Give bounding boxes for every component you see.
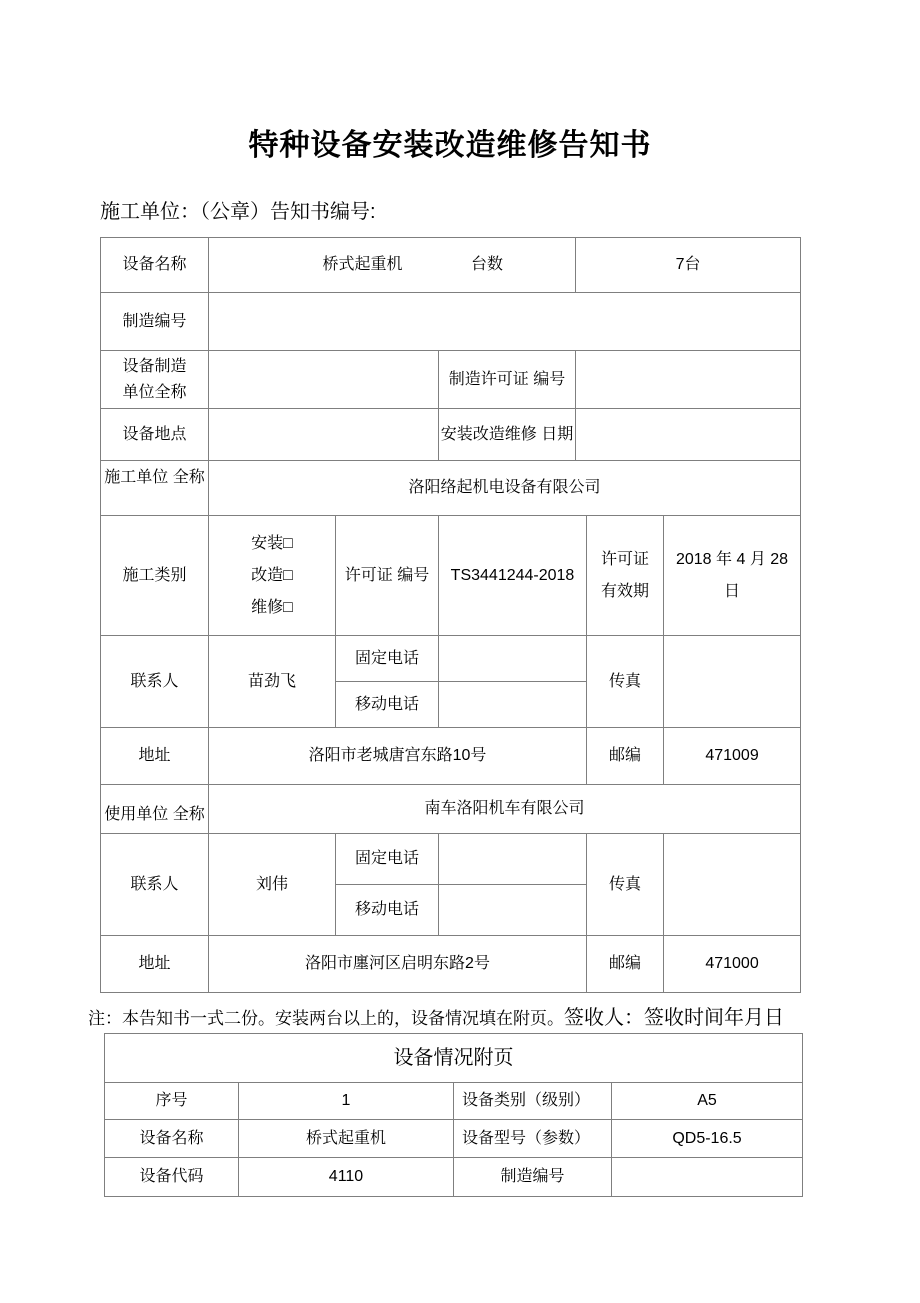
construction-unit-label: 施工单位 全称 (101, 461, 209, 516)
row-manufacturer (101, 351, 801, 409)
equipment-appendix-table (104, 1033, 803, 1197)
work-date-label: 安装改造维修 日期 (439, 409, 576, 461)
construction-unit-seal-line: 施工单位：（公章）告知书编号: (100, 201, 376, 223)
contact1-mobile-phone-value (439, 682, 587, 728)
manufacturer-label-line2: 单位全称 (122, 383, 187, 401)
manufacturer-value (209, 351, 439, 409)
appendix-title: 设备情况附页 (105, 1034, 803, 1083)
row-device-name (101, 238, 801, 293)
construction-type-options (209, 516, 336, 636)
contact2-mobile-phone-label: 移动电话 (336, 885, 439, 936)
device-model-value: QD5-16.5 (612, 1120, 803, 1158)
device-name-label: 设备名称 (101, 238, 209, 293)
appendix-manufacture-no-value (612, 1158, 803, 1197)
license-validity-label (587, 516, 664, 636)
license-validity-label-line2: 有效期 (601, 582, 650, 600)
user-unit-value: 南车洛阳机车有限公司 (209, 785, 801, 834)
device-name-value: 桥式起重机 (322, 256, 403, 274)
appendix-row-device (105, 1120, 803, 1158)
appendix-device-name-label: 设备名称 (105, 1120, 239, 1158)
contact2-name: 刘伟 (209, 834, 336, 936)
row-contact-user-top (101, 834, 801, 885)
manufacture-permit-value (576, 351, 801, 409)
device-name-combo (209, 252, 575, 278)
footnote-text: 注：本告知书一式二份。安装两台以上的，设备情况填在附页。 (88, 1009, 564, 1028)
unit-count-label: 台数 (471, 256, 504, 274)
sign-receiver-text: 签收人：签收时间年月日 (564, 1007, 784, 1029)
address2-label: 地址 (101, 936, 209, 993)
contact2-fixed-phone-label: 固定电话 (336, 834, 439, 885)
serial-no-value: 1 (239, 1083, 454, 1120)
device-name-value-cell (209, 238, 576, 293)
zip1-label: 邮编 (587, 728, 664, 785)
contact1-label: 联系人 (101, 636, 209, 728)
contact1-fixed-phone-label: 固定电话 (336, 636, 439, 682)
contact1-fax-value (664, 636, 801, 728)
device-location-value (209, 409, 439, 461)
manufacture-no-label: 制造编号 (101, 293, 209, 351)
contact2-fax-value (664, 834, 801, 936)
contact2-label: 联系人 (101, 834, 209, 936)
license-no-value: TS3441244-2018 (439, 516, 587, 636)
row-construction-unit (101, 461, 801, 516)
option-repair-checkbox: 维修□ (251, 598, 293, 616)
unit-count-value: 7台 (576, 238, 801, 293)
manufacturer-label-line1: 设备制造 (122, 357, 187, 375)
license-validity-date-line1: 2018 年 4 月 28 (675, 550, 789, 568)
manufacture-permit-label: 制造许可证 编号 (439, 351, 576, 409)
contact1-mobile-phone-label: 移动电话 (336, 682, 439, 728)
contact1-name: 苗劲飞 (209, 636, 336, 728)
contact2-fax-label: 传真 (587, 834, 664, 936)
option-modify-checkbox: 改造□ (251, 566, 293, 584)
license-validity-date-line2: 日 (724, 582, 741, 600)
device-code-value: 4110 (239, 1158, 454, 1197)
address1-label: 地址 (101, 728, 209, 785)
contact1-fixed-phone-value (439, 636, 587, 682)
device-model-label: 设备型号（参数） (454, 1120, 612, 1158)
contact1-fax-label: 传真 (587, 636, 664, 728)
footnote (88, 1003, 828, 1033)
construction-type-label: 施工类别 (101, 516, 209, 636)
row-contact-constructor-top (101, 636, 801, 682)
row-construction-type (101, 516, 801, 636)
address1-value: 洛阳市老城唐宫东路10号 (209, 728, 587, 785)
user-unit-label: 使用单位 全称 (101, 785, 209, 834)
option-install-checkbox: 安装□ (251, 534, 293, 552)
license-no-label: 许可证 编号 (336, 516, 439, 636)
row-manufacture-no (101, 293, 801, 351)
notification-main-table (100, 237, 801, 993)
page-title: 特种设备安装改造维修告知书 (248, 129, 652, 162)
address2-value: 洛阳市廛河区启明东路2号 (209, 936, 587, 993)
device-category-label: 设备类别（级别） (454, 1083, 612, 1120)
contact2-fixed-phone-value (439, 834, 587, 885)
device-location-label: 设备地点 (101, 409, 209, 461)
construction-unit-value: 洛阳络起机电设备有限公司 (209, 461, 801, 516)
row-device-location (101, 409, 801, 461)
serial-no-label: 序号 (105, 1083, 239, 1120)
row-address-constructor (101, 728, 801, 785)
work-date-value (576, 409, 801, 461)
contact2-mobile-phone-value (439, 885, 587, 936)
appendix-device-name-value: 桥式起重机 (239, 1120, 454, 1158)
appendix-row-serial (105, 1083, 803, 1120)
zip1-value: 471009 (664, 728, 801, 785)
row-user-unit (101, 785, 801, 834)
manufacturer-label (101, 351, 209, 409)
zip2-label: 邮编 (587, 936, 664, 993)
appendix-manufacture-no-label: 制造编号 (454, 1158, 612, 1197)
zip2-value: 471000 (664, 936, 801, 993)
manufacture-no-value (209, 293, 801, 351)
appendix-header-row (105, 1034, 803, 1083)
appendix-row-code (105, 1158, 803, 1197)
device-code-label: 设备代码 (105, 1158, 239, 1197)
license-validity-value (664, 516, 801, 636)
device-category-value: A5 (612, 1083, 803, 1120)
license-validity-label-line1: 许可证 (601, 550, 650, 568)
row-address-user (101, 936, 801, 993)
